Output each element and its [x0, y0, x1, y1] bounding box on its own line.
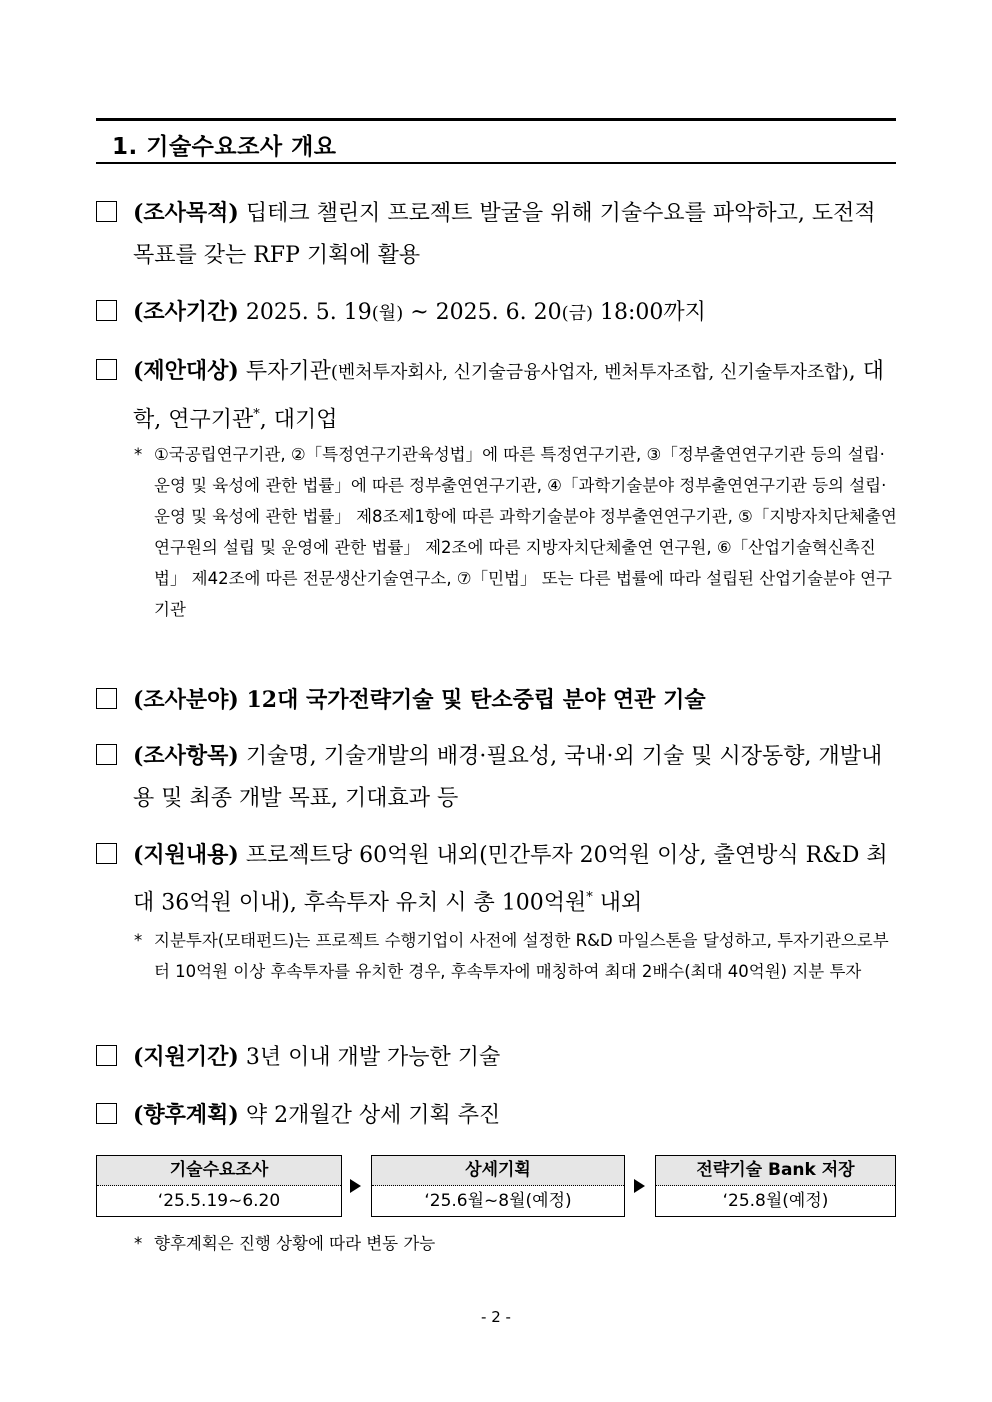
page-number: - 2 -: [481, 1308, 511, 1326]
flow-step-bank: [655, 1155, 896, 1217]
flow-step-survey: [96, 1155, 342, 1217]
note-support: [134, 925, 898, 987]
item-text: 내외: [592, 890, 643, 916]
item-label: (지원내용): [133, 842, 239, 868]
item-text: , 대학, 연구기관: [133, 359, 884, 433]
item-label: (지원기간): [133, 1044, 239, 1070]
section-header: [96, 118, 896, 164]
item-text: 12대 국가전략기술 및 탄소중립 분야 연관 기술: [238, 687, 706, 713]
item-text: 투자기관: [238, 359, 331, 384]
section-title: 1. 기술수요조사 개요: [112, 134, 337, 160]
checkbox-square-icon: [96, 1103, 117, 1124]
checkbox-square-icon: [96, 359, 117, 380]
item-target: [96, 350, 898, 441]
item-period: [96, 291, 898, 335]
weekday: (월): [371, 303, 404, 324]
note-text: 향후계획은 진행 상황에 따라 변동 가능: [154, 1234, 436, 1253]
item-label: (향후계획): [133, 1102, 239, 1128]
flow-step-date: ‘25.8월(예정): [722, 1191, 829, 1211]
item-label: (제안대상): [133, 358, 239, 384]
note-text: ①국공립연구기관, ②「특정연구기관육성법」에 따른 특정연구기관, ③「정부출연연구기관 등의 설립·운영 및 육성에 관한 법률」에 따른 정부출연연구기관, ④「과학기술분야 정부출연연구기관 등의 설립·운영 및 육성에 관한 법률」 제8조제1항에 따른 과학기술분야 정부출연연구기관, ⑤「지방자치단체출연 연구원의 설립 및 운영에 관한 법률」 제2조에 따른 지방자치단체출연 연구원, ⑥「산업기술혁신촉진법」 제42조에 따른 전문생산기술연구소, ⑦「민법」 또는 다른 법률에 따라 설립된 산업기술분야 연구기관: [154, 445, 897, 619]
note-star: *: [134, 931, 143, 950]
note-text: 지분투자(모태펀드)는 프로젝트 수행기업이 사전에 설정한 R&D 마일스톤을 달성하고, 투자기관으로부터 10억원 이상 후속투자를 유치한 경우, 후속투자에 매칭하여 최대 2배수(최대 40억원) 지분 투자: [154, 931, 889, 981]
item-label: (조사기간): [133, 299, 239, 325]
item-text: 3년 이내 개발 가능한 기술: [238, 1045, 501, 1070]
note-star: *: [134, 1234, 143, 1253]
item-text: 2025. 5. 19: [238, 300, 372, 325]
checkbox-square-icon: [96, 843, 117, 864]
footnote-mark: *: [586, 890, 593, 905]
item-field: [96, 679, 898, 722]
arrow-right-icon: [350, 1179, 361, 1193]
item-contents: [96, 735, 898, 820]
item-text: , 대기업: [259, 407, 338, 433]
weekday: (금): [561, 303, 594, 324]
flow-step-title: 기술수요조사: [97, 1156, 341, 1186]
flow-step-date: ‘25.6월~8월(예정): [424, 1191, 572, 1211]
note-plan: [134, 1228, 898, 1259]
item-text: 기술명, 기술개발의 배경·필요성, 국내·외 기술 및 시장동향, 개발내용 및 최종 개발 목표, 기대효과 등: [133, 744, 883, 811]
item-text: 약 2개월간 상세 기획 추진: [238, 1103, 501, 1128]
checkbox-square-icon: [96, 744, 117, 765]
item-subtext: (벤처투자회사, 신기술금융사업자, 벤처투자조합, 신기술투자조합): [330, 362, 849, 383]
item-label: (조사목적): [133, 200, 239, 226]
item-purpose: [96, 192, 898, 277]
flow-step-planning: [371, 1155, 625, 1217]
flow-step-title: 상세기획: [372, 1156, 624, 1186]
flow-step-title: 전략기술 Bank 저장: [656, 1156, 895, 1186]
flow-step-date: ‘25.5.19~6.20: [157, 1191, 281, 1211]
checkbox-square-icon: [96, 1045, 117, 1066]
item-plan: [96, 1094, 898, 1137]
item-text: 18:00까지: [593, 300, 706, 325]
note-target: [134, 439, 898, 625]
checkbox-square-icon: [96, 300, 117, 321]
item-support: [96, 834, 898, 924]
plan-flow: [96, 1155, 896, 1217]
item-text: 딥테크 챌린지 프로젝트 발굴을 위해 기술수요를 파악하고, 도전적 목표를 갖는 RFP 기획에 활용: [133, 201, 876, 268]
footnote-mark: *: [253, 407, 260, 422]
item-label: (조사항목): [133, 743, 239, 769]
item-duration: [96, 1036, 898, 1079]
note-star: *: [134, 445, 143, 464]
item-text: ~ 2025. 6. 20: [403, 300, 562, 325]
item-text: 프로젝트당 60억원 내외(민간투자 20억원 이상, 출연방식 R&D 최대 36억원 이내), 후속투자 유치 시 총 100억원: [133, 843, 888, 916]
checkbox-square-icon: [96, 688, 117, 709]
item-label: (조사분야): [133, 687, 239, 713]
checkbox-square-icon: [96, 201, 117, 222]
arrow-right-icon: [634, 1179, 645, 1193]
